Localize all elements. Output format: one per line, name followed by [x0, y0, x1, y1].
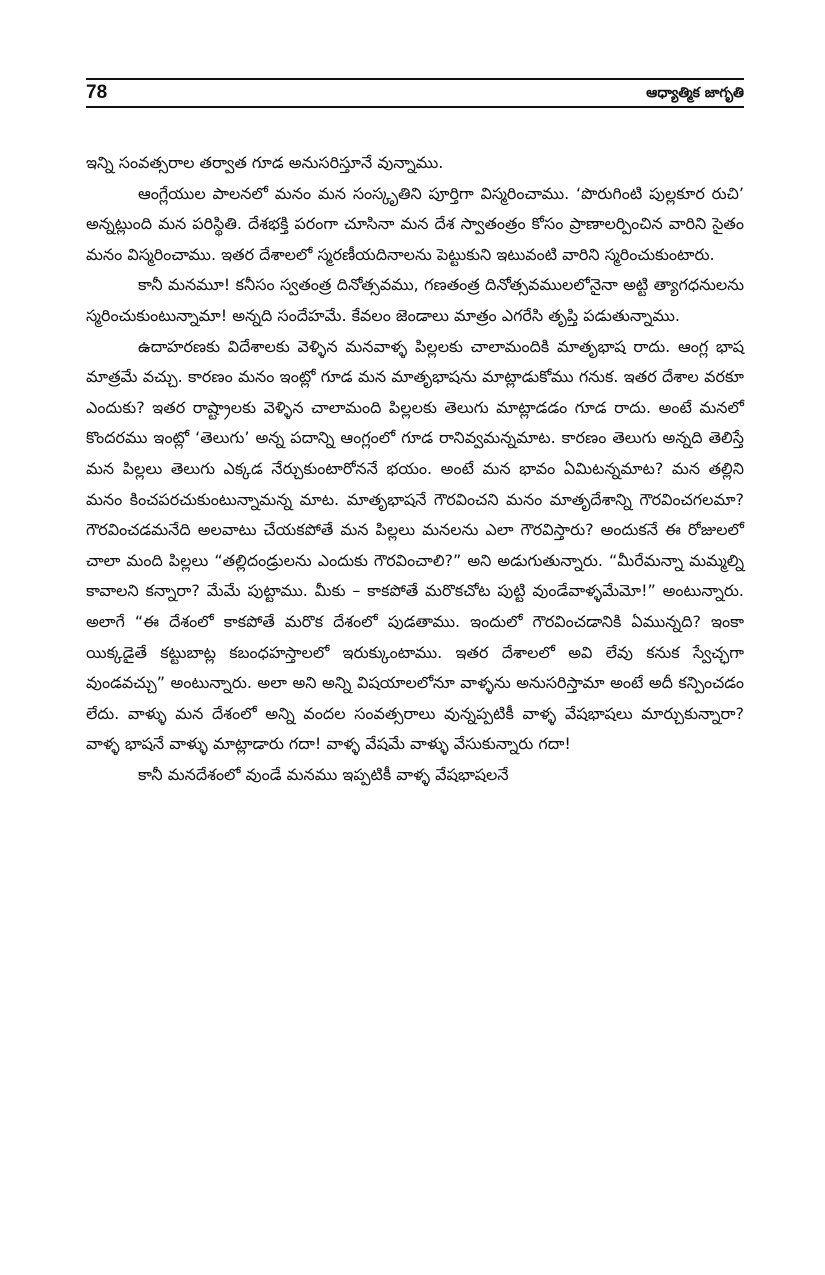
paragraph: కానీ మనదేశంలో వుండే మనము ఇప్పటికీ వాళ్ళ వేషభాషలనే: [138, 764, 509, 784]
page-header: [86, 78, 744, 108]
paragraph: కానీ మనమూ! కనీసం స్వతంత్ర దినోత్సవము, గణతంత్ర దినోత్సవములలోనైనా అట్టి త్యాగధనులను స్మరించుకుంటున్నామా! అన్నది సందేహమే. కేవలం జెండాలు మాత్రం ఎగరేసి తృప్తి పడుతున్నాము.: [86, 275, 744, 325]
paragraph: ఉదాహరణకు విదేశాలకు వెళ్ళిన మనవాళ్ళ పిల్లలకు చాలామందికి మాతృభాష రాదు. ఆంగ్ల భాష మాత్రమే వచ్చు. కారణం మనం ఇంట్లో గూడ మన మాతృభాషను మాట్లాడుకోము గనుక. ఇతర దేశాల వరకూ ఎందుకు? ఇతర రాష్ట్రాలకు వెళ్ళిన చాలామంది పిల్లలకు తెలుగు మాట్లాడడం గూడ రాదు. అంటే మనలో కొందరము ఇంట్లో ‘తెలుగు’ అన్న పదాన్ని ఆంగ్లంలో గూడ రానివ్వమన్నమాట. కారణం తెలుగు అన్నది తెలిస్తే మన పిల్లలు తెలుగు ఎక్కడ నేర్చుకుంటారోననే భయం. అంటే మన భావం ఏమిటన్నమాట? మన తల్లిని మనం కించపరచుకుంటున్నామన్న మాట. మాతృభాషనే గౌరవించని మనం మాతృదేశాన్ని గౌరవించగలమా? గౌరవించడమనేది అలవాటు చేయకపోతే మన పిల్లలు మనలను ఎలా గౌరవిస్తారు? అందుకనే ఈ రోజులలో చాలా మంది పిల్లలు “తల్లిదండ్రులను ఎందుకు గౌరవించాలి?” అని అడుగుతున్నారు. “మీరేమన్నా మమ్మల్ని కావాలని కన్నారా? మేమే పుట్టాము. మీకు – కాకపోతే మరొకచోట పుట్టి వుండేవాళ్ళమేమో!” అంటున్నారు. అలాగే “ఈ దేశంలో కాకపోతే మరొక దేశంలో పుడతాము. ఇందులో గౌరవించడానికి ఏమున్నది? ఇంకా యిక్కడైతే కట్టుబాట్ల కబంధహస్తాలలో ఇరుక్కుంటాము. ఇతర దేశాలలో అవి లేవు కనుక స్వేచ్ఛగా వుండవచ్చు” అంటున్నారు. అలా అని అన్ని విషయాలలోనూ వాళ్ళను అనుసరిస్తామా అంటే అదీ కన్పించడం లేదు. వాళ్ళు మన దేశంలో అన్ని వందల సంవత్సరాలు వున్నప్పటికీ వాళ్ళ వేషభాషలు మార్చుకున్నారా? వాళ్ళ భాషనే వాళ్ళు మాట్లాడారు గదా! వాళ్ళ వేషమే వాళ్ళు వేసుకున్నారు గదా!: [86, 336, 744, 754]
page-number: 78: [86, 82, 108, 103]
running-title: ఆధ్యాత్మిక జాగృతి: [646, 85, 744, 101]
paragraph-continuation: ఇన్ని సంవత్సరాల తర్వాత గూడ అనుసరిస్తూనే వున్నాము.: [86, 153, 444, 172]
paragraph: ఆంగ్లేయుల పాలనలో మనం మన సంస్కృతిని పూర్తిగా విస్మరించాము. ‘పొరుగింటి పుల్లకూర రుచి’ అన్నట్లుంది మన పరిస్థితి. దేశభక్తి పరంగా చూసినా మన దేశ స్వాతంత్రం కోసం ప్రాణాలర్పించిన వారిని సైతం మనం విస్మరించాము. ఇతర దేశాలలో స్మరణీయదినాలను పెట్టుకుని ఇటువంటి వారిని స్మరించుకుంటారు.: [86, 183, 744, 264]
body-text: [86, 148, 744, 790]
